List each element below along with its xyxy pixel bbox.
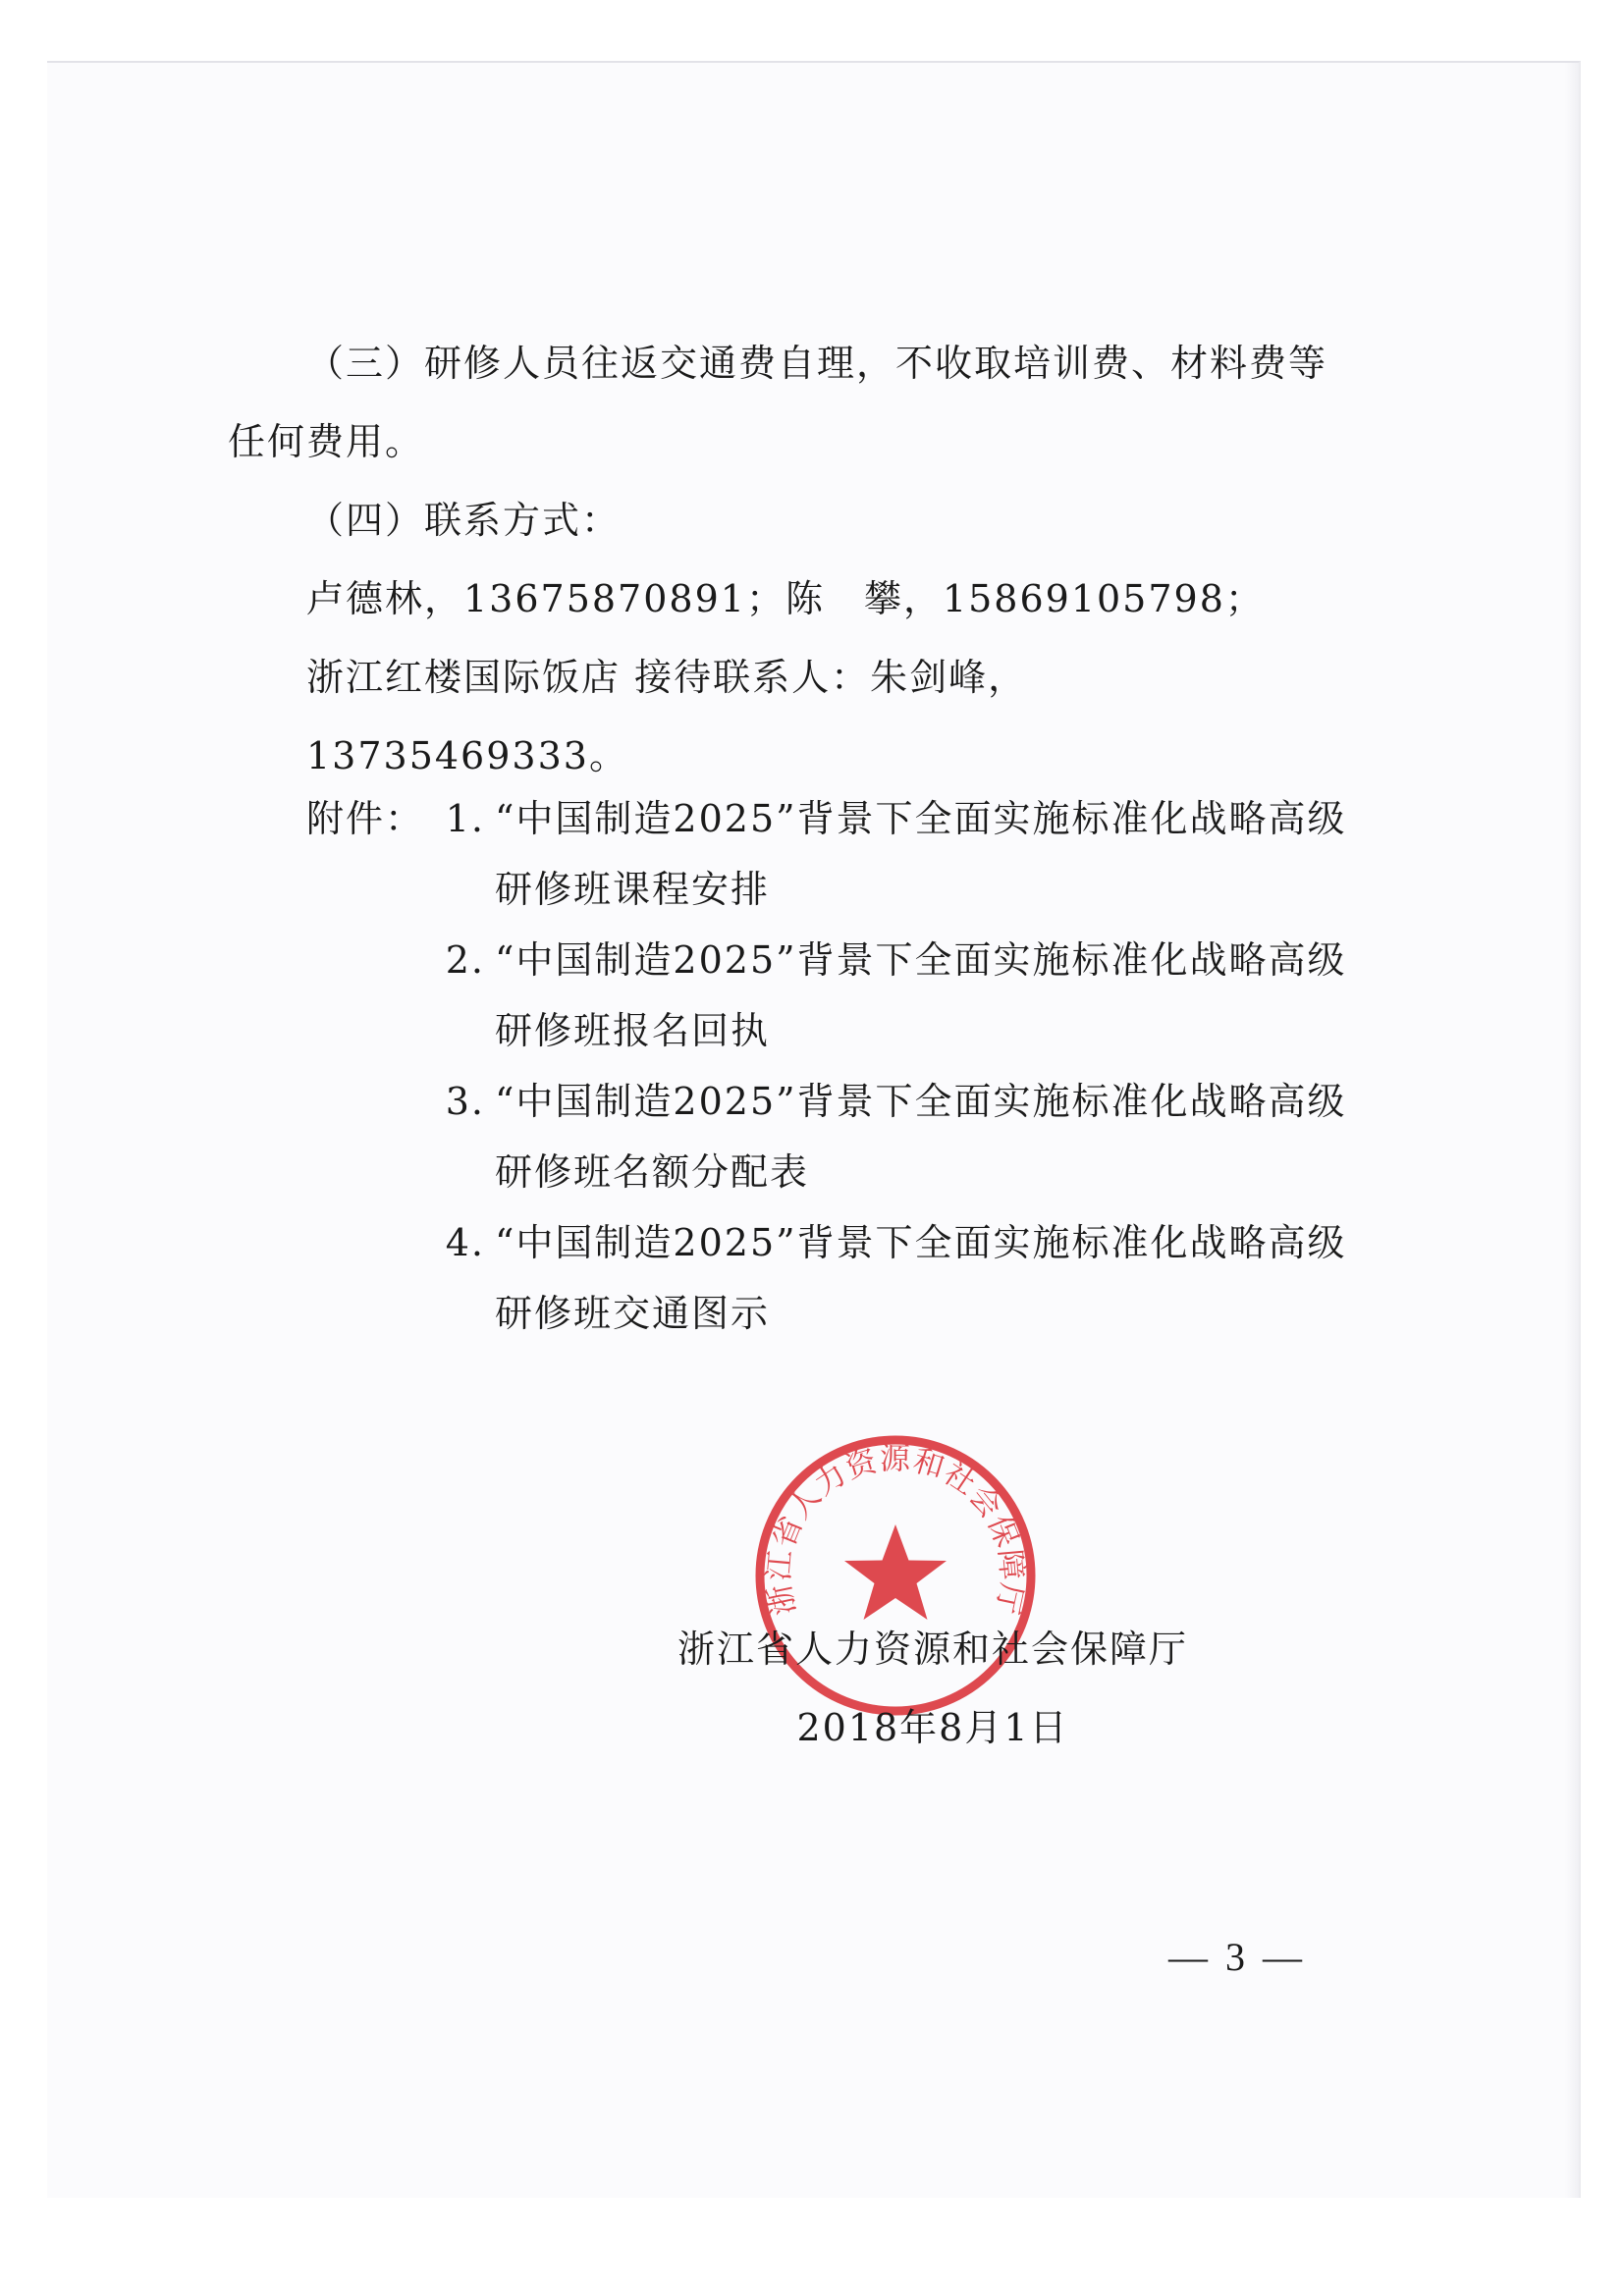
- attachment-title: “中国制造2025”背景下全面实施标准化战略高级研修班课程安排: [495, 797, 1347, 911]
- attachments-prefix: 附件：: [306, 797, 425, 840]
- attachment-item-2: [306, 925, 1357, 1066]
- body-text: [228, 324, 1347, 795]
- attachment-item-3: [306, 1066, 1357, 1207]
- issuing-organization: 浙江省人力资源和社会保障厅: [677, 1628, 1188, 1671]
- attachment-item-1: [306, 783, 1357, 925]
- paragraph-contact-heading: （四）联系方式：: [306, 499, 622, 542]
- attachment-title: “中国制造2025”背景下全面实施标准化战略高级研修班交通图示: [495, 1221, 1347, 1335]
- attachment-item-4: [306, 1207, 1357, 1349]
- attachment-title: “中国制造2025”背景下全面实施标准化战略高级研修班报名回执: [495, 938, 1347, 1052]
- signature-block: [658, 1610, 1208, 1767]
- paragraph-fees: （三）研修人员往返交通费自理，不收取培训费、材料费等任何费用。: [228, 342, 1328, 463]
- seal-star-icon: [844, 1524, 947, 1620]
- contact-line-1: 卢德林，13675870891；陈 攀，15869105798；: [306, 577, 1265, 620]
- seal-arc-text: 浙江省人力资源和社会保障厅: [761, 1441, 1030, 1619]
- attachment-title: “中国制造2025”背景下全面实施标准化战略高级研修班名额分配表: [495, 1080, 1347, 1194]
- issue-date: 2018年8月1日: [796, 1706, 1069, 1749]
- contact-line-2: 浙江红楼国际饭店 接待联系人：朱剑峰，13735469333。: [306, 656, 1028, 777]
- attachments-list: [306, 783, 1357, 1349]
- attachment-number: 4.: [445, 1221, 485, 1264]
- attachment-number: 3.: [445, 1080, 485, 1123]
- attachment-number: 1.: [445, 797, 485, 840]
- page-number: — 3 —: [1168, 1935, 1306, 1979]
- attachment-number: 2.: [445, 938, 485, 982]
